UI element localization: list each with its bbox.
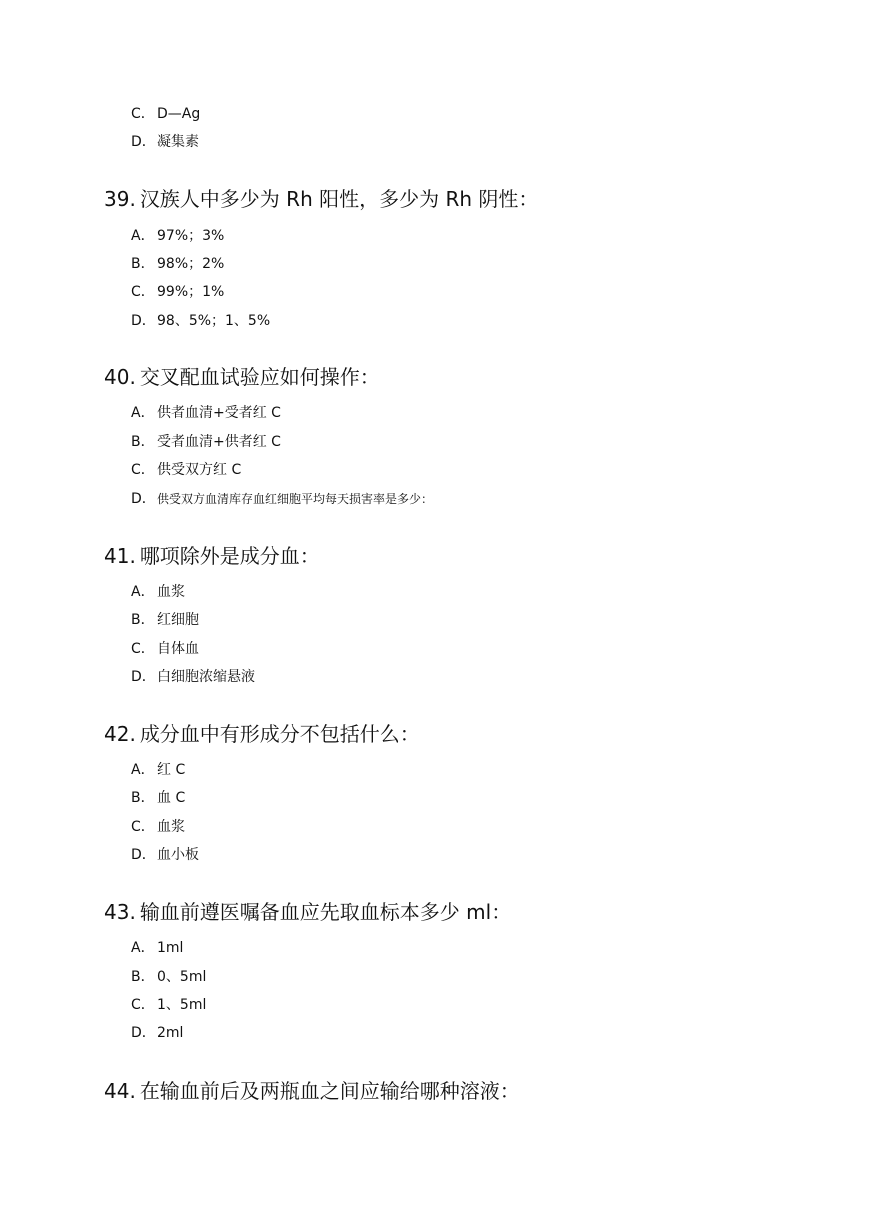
option-38-c	[131, 105, 200, 123]
option-text: 白细胞浓缩悬液	[157, 669, 255, 685]
option-letter: A．	[131, 584, 155, 600]
question-44	[104, 1078, 520, 1104]
question-39	[104, 186, 538, 212]
option-42-a	[131, 761, 185, 779]
option-text: 0、5ml	[157, 969, 207, 985]
option-letter: C．	[131, 819, 155, 835]
option-42-d	[131, 846, 199, 864]
option-43-b	[131, 968, 206, 986]
question-text: 成分血中有形成分不包括什么：	[139, 722, 420, 746]
option-letter: B．	[131, 256, 155, 272]
option-text: 1ml	[157, 940, 184, 956]
option-39-c	[131, 283, 224, 301]
option-text: 99%；1%	[157, 284, 225, 300]
option-letter: C．	[131, 997, 155, 1013]
question-43	[104, 899, 511, 925]
option-40-c	[131, 461, 241, 479]
option-text: 1、5ml	[157, 997, 207, 1013]
question-text: 在输血前后及两瓶血之间应输给哪种溶液：	[139, 1079, 520, 1103]
option-43-a	[131, 939, 183, 957]
option-40-d	[131, 490, 433, 508]
option-text: 血浆	[157, 819, 185, 835]
option-letter: C．	[131, 641, 155, 657]
option-text: 供受双方血清库存血红细胞平均每天损害率是多少：	[157, 492, 434, 506]
question-40	[104, 364, 380, 390]
question-text: 哪项除外是成分血：	[139, 544, 320, 568]
question-number: 39.	[104, 187, 136, 211]
option-letter: D．	[131, 134, 156, 150]
option-letter: D．	[131, 1025, 156, 1041]
option-39-a	[131, 227, 224, 245]
question-number: 43.	[104, 900, 136, 924]
option-letter: C．	[131, 462, 155, 478]
option-text: 受者血清+供者红 C	[157, 434, 281, 450]
option-text: 凝集素	[157, 134, 199, 150]
option-text: 2ml	[157, 1025, 184, 1041]
option-43-d	[131, 1024, 183, 1042]
question-text: 汉族人中多少为 Rh 阳性，多少为 Rh 阴性：	[139, 187, 539, 211]
option-38-d	[131, 133, 199, 151]
option-42-c	[131, 818, 185, 836]
option-41-d	[131, 668, 255, 686]
option-letter: A．	[131, 405, 155, 421]
option-letter: A．	[131, 228, 155, 244]
option-letter: D．	[131, 491, 156, 507]
option-letter: C．	[131, 284, 155, 300]
option-39-b	[131, 255, 224, 273]
option-text: 红细胞	[157, 612, 199, 628]
option-letter: B．	[131, 969, 155, 985]
option-letter: B．	[131, 612, 155, 628]
option-41-a	[131, 583, 185, 601]
option-text: 供受双方红 C	[157, 462, 242, 478]
question-number: 42.	[104, 722, 136, 746]
option-43-c	[131, 996, 206, 1014]
option-letter: B．	[131, 790, 155, 806]
option-39-d	[131, 312, 270, 330]
option-text: 血浆	[157, 584, 185, 600]
option-42-b	[131, 789, 185, 807]
option-40-a	[131, 404, 281, 422]
option-text: D—Ag	[157, 106, 201, 122]
option-letter: A．	[131, 940, 155, 956]
option-letter: A．	[131, 762, 155, 778]
question-number: 40.	[104, 365, 136, 389]
question-42	[104, 721, 420, 747]
option-text: 红 C	[157, 762, 186, 778]
question-number: 44.	[104, 1079, 136, 1103]
option-letter: D．	[131, 847, 156, 863]
option-41-b	[131, 611, 199, 629]
option-letter: B．	[131, 434, 155, 450]
option-letter: D．	[131, 313, 156, 329]
option-40-b	[131, 433, 281, 451]
option-text: 血小板	[157, 847, 199, 863]
option-text: 自体血	[157, 641, 199, 657]
option-letter: C．	[131, 106, 155, 122]
option-letter: D．	[131, 669, 156, 685]
question-41	[104, 543, 320, 569]
question-text: 输血前遵医嘱备血应先取血标本多少 ml：	[139, 900, 512, 924]
question-text: 交叉配血试验应如何操作：	[139, 365, 380, 389]
option-text: 98、5%；1、5%	[157, 313, 271, 329]
option-text: 97%；3%	[157, 228, 225, 244]
option-41-c	[131, 640, 199, 658]
option-text: 供者血清+受者红 C	[157, 405, 281, 421]
question-number: 41.	[104, 544, 136, 568]
option-text: 血 C	[157, 790, 186, 806]
option-text: 98%；2%	[157, 256, 225, 272]
